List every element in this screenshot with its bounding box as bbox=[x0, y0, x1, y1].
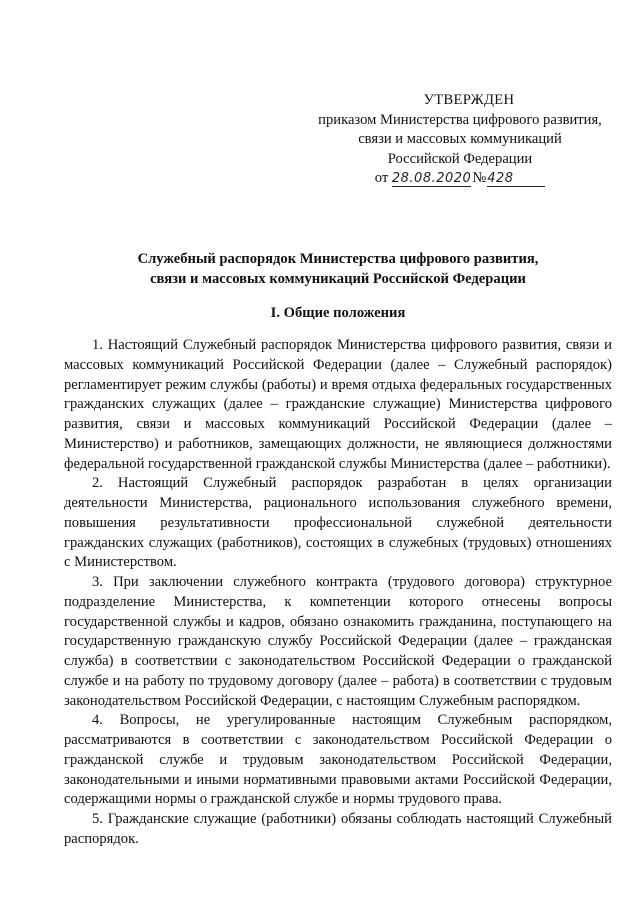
title-line-1: Служебный распорядок Министерства цифрового развития, bbox=[137, 251, 539, 267]
approval-block bbox=[300, 91, 620, 189]
approval-line-1: приказом Министерства цифрового развития, bbox=[318, 111, 602, 128]
paragraph-3: 3. При заключении служебного контракта (трудового договора) структурное подразделение Министерства, к компетенции которого отнесены вопросы государственной службы и кадров, обязано ознакомить гражданина, поступающего на государственную гражданскую службу Российской Федерации (далее – гражданская служба) в соответствии с законодательством Российской Федерации о гражданской службе и на работу по трудовому договору (далее – работа) в соответствии с трудовым законодательством Российской Федерации, с настоящим Служебным распорядком. bbox=[64, 574, 612, 709]
date-prefix: от bbox=[374, 170, 389, 187]
approval-heading: УТВЕРЖДЕН bbox=[423, 92, 515, 108]
document-title bbox=[64, 250, 612, 289]
title-line-2: связи и массовых коммуникаций Российской Федерации bbox=[150, 270, 526, 287]
paragraph-2: 2. Настоящий Служебный распорядок разработан в целях организации деятельности Министерства, рационального использования служебного времени, повышения результативности профессиональной служебной деятельности гражданских служащих (работников), состоящих в служебных (трудовых) отношениях с Министерством. bbox=[64, 475, 612, 571]
number-sign: № bbox=[472, 170, 487, 187]
handwritten-number: 428 bbox=[487, 171, 545, 187]
handwritten-date: 28.08.2020 bbox=[391, 171, 472, 187]
paragraph-5: 5. Гражданские служащие (работники) обязаны соблюдать настоящий Служебный распорядок. bbox=[64, 811, 612, 847]
approval-line-2: связи и массовых коммуникаций bbox=[358, 131, 562, 148]
approval-line-3: Российской Федерации bbox=[387, 150, 533, 167]
section-heading: I. Общие положения bbox=[270, 305, 406, 321]
order-date-number bbox=[300, 169, 620, 189]
document-body bbox=[64, 336, 612, 850]
paragraph-1: 1. Настоящий Служебный распорядок Министерства цифрового развития, связи и массовых коммуникаций Российской Федерации (далее – Служебный распорядок) регламентирует режим службы (работы) и время отдыха федеральных государственных гражданских служащих (далее – гражданские служащие) Министерства цифрового развития, связи и массовых коммуникаций Российской Федерации (далее – Министерство) и работников, замещающих должности, не являющиеся должностями федеральной государственной гражданской службы Министерства (далее – работники). bbox=[64, 337, 612, 472]
paragraph-4: 4. Вопросы, не урегулированные настоящим Служебным распорядком, рассматриваются в соответствии с законодательством Российской Федерации о гражданской службе и трудовым законодательством Российской Федерации, законодательными и иными нормативными правовыми актами Российской Федерации, содержащими нормы о гражданской службе и нормы трудового права. bbox=[64, 712, 612, 808]
